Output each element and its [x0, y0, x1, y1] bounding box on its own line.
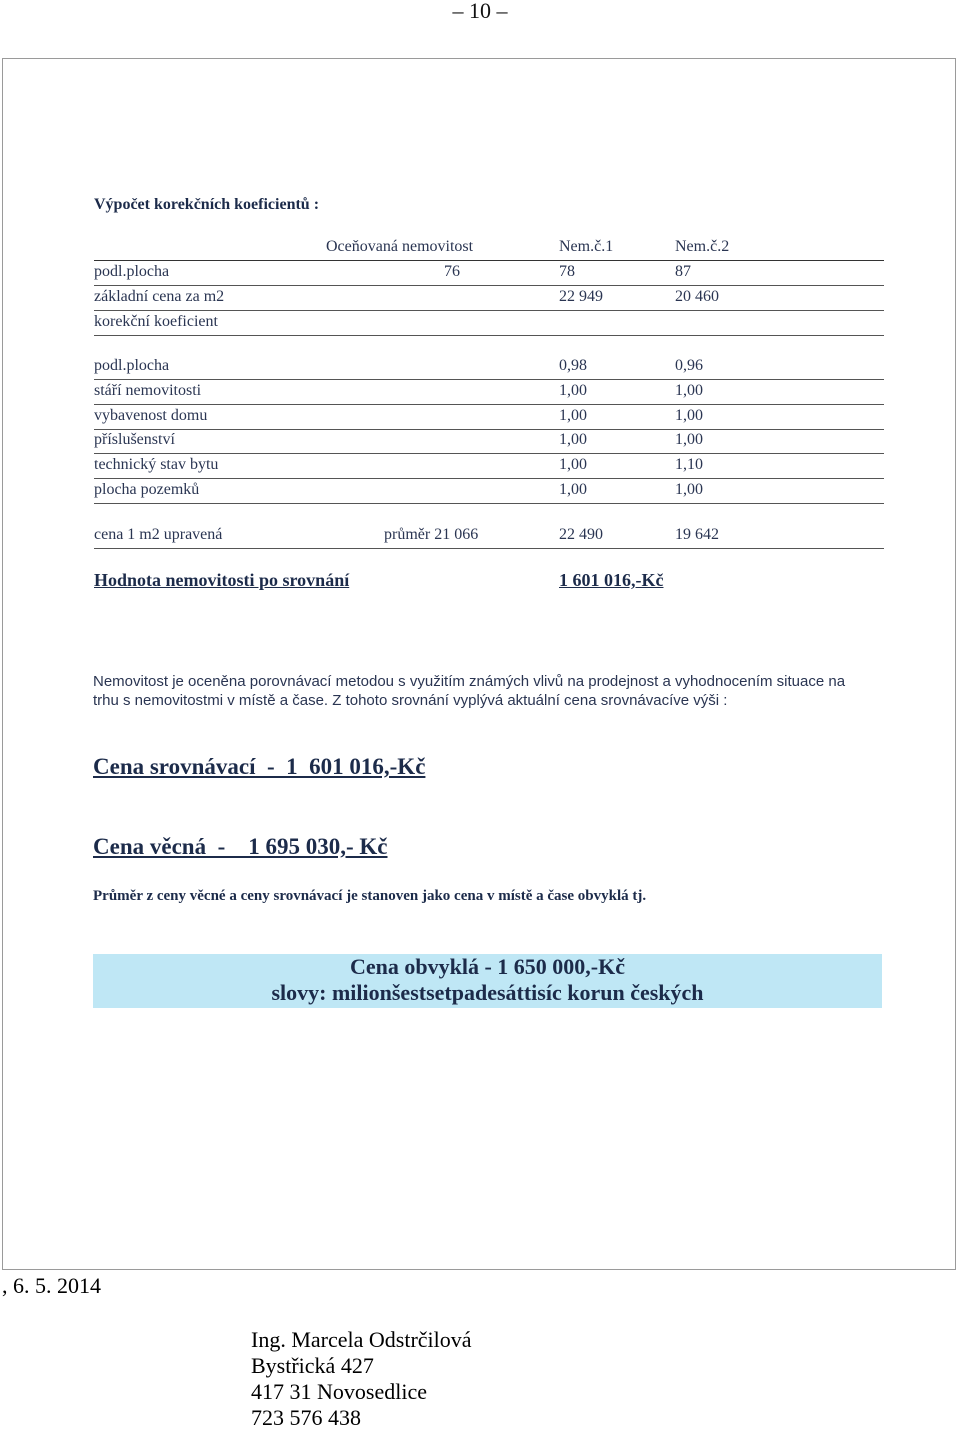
usual-price-box [93, 954, 882, 1008]
average-sentence: Průměr z ceny věcné a ceny srovnávací je stanoven jako cena v místě a čase obvyklá tj. [93, 888, 647, 904]
row-property-1-value: 78 [559, 263, 575, 280]
row-property-2-value: 1,00 [675, 431, 703, 448]
table-row [94, 479, 884, 504]
comparison-value: 1 601 016,-Kč [559, 570, 664, 590]
average-price: průměr 21 066 [384, 526, 479, 543]
usual-price-words: slovy: milionšestsetpadesáttisíc korun českých [271, 980, 704, 1005]
table-row [94, 405, 884, 430]
section-title: Výpočet korekčních koeficientů : [94, 196, 320, 213]
row-label: korekční koeficient [94, 313, 218, 330]
row-label: vybavenost domu [94, 407, 208, 424]
row-property-2-value: 1,00 [675, 382, 703, 399]
row-property-1-value: 1,00 [559, 382, 587, 399]
row-label: podl.plocha [94, 357, 170, 374]
row-label: základní cena za m2 [94, 288, 225, 305]
row-property-1-value: 1,00 [559, 431, 587, 448]
table-row [94, 355, 884, 380]
row-subject-value: 76 [444, 263, 460, 280]
table-header-row [94, 236, 884, 261]
material-price: Cena věcná - 1 695 030,- Kč [93, 834, 388, 859]
row-property-1-value: 1,00 [559, 481, 587, 498]
row-label: plocha pozemků [94, 481, 200, 498]
row-property-2-value: 19 642 [675, 526, 719, 543]
row-label: podl.plocha [94, 263, 170, 280]
comparison-value-label: Hodnota nemovitosti po srovnání [94, 570, 350, 590]
row-label: technický stav bytu [94, 456, 219, 473]
author-city: 417 31 Novosedlice [251, 1379, 427, 1404]
table-row [94, 429, 884, 454]
row-property-2-value: 1,00 [675, 407, 703, 424]
author-name: Ing. Marcela Odstrčilová [251, 1327, 472, 1352]
table-row [94, 380, 884, 405]
header-subject-property: Oceňovaná nemovitost [326, 238, 474, 255]
author-address [251, 1327, 472, 1431]
comparative-price: Cena srovnávací - 1 601 016,-Kč [93, 754, 426, 779]
usual-price: Cena obvyklá - 1 650 000,-Kč [350, 954, 625, 979]
header-property-1: Nem.č.1 [559, 238, 614, 255]
author-phone: 723 576 438 [251, 1405, 361, 1430]
row-label: stáří nemovitosti [94, 382, 202, 399]
method-note: Nemovitost je oceněna porovnávací metodou s využitím známých vlivů na prodejnost a vyhodnocením situace na trhu s nemovitostmi v místě a čase. Z tohoto srovnání vyplývá aktuální cena srovnávacíve výši : [93, 673, 846, 709]
header-property-2: Nem.č.2 [675, 238, 730, 255]
table-row [94, 261, 884, 286]
date: , 6. 5. 2014 [2, 1273, 101, 1298]
row-label: příslušenství [94, 431, 175, 448]
row-property-1-value: 1,00 [559, 456, 587, 473]
row-property-2-value: 0,96 [675, 357, 703, 374]
row-property-2-value: 1,10 [675, 456, 703, 473]
row-label: cena 1 m2 upravená [94, 526, 223, 543]
page-number: – 10 – [452, 0, 508, 23]
row-property-1-value: 0,98 [559, 357, 587, 374]
table-row [94, 286, 884, 311]
row-property-2-value: 87 [675, 263, 691, 280]
table-row [94, 454, 884, 479]
row-property-1-value: 22 490 [559, 526, 603, 543]
row-property-2-value: 20 460 [675, 288, 719, 305]
author-street: Bystřická 427 [251, 1353, 374, 1378]
row-property-1-value: 22 949 [559, 288, 603, 305]
row-property-2-value: 1,00 [675, 481, 703, 498]
table-row [94, 311, 884, 336]
adjusted-price-row [94, 524, 884, 549]
row-property-1-value: 1,00 [559, 407, 587, 424]
